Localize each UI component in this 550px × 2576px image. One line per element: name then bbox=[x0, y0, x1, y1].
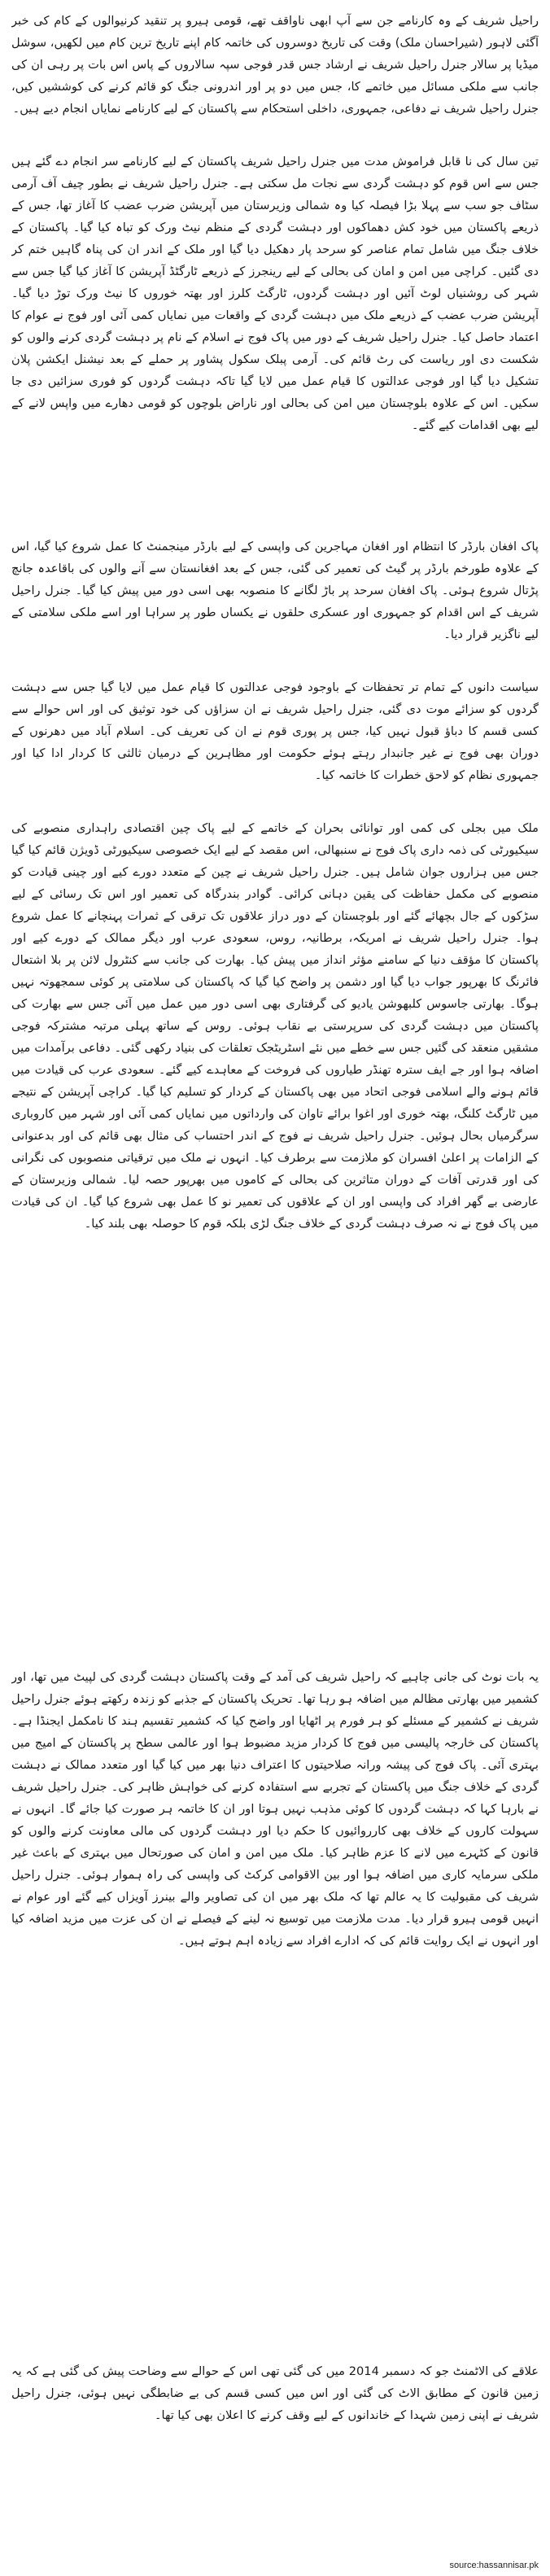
source-credit: source:hassannisar.pk bbox=[449, 2561, 539, 2570]
article-paragraph-4: سیاست دانوں کے تمام تر تحفظات کے باوجود فوجی عدالتوں کا قیام عمل میں لایا گیا جس سے دہشت گردوں کو سزائے موت دی گئی، جنرل راحیل شریف نے ان سزاؤں کی خود توثیق کی اور اس حوالے سے کسی قسم کا دباؤ قبول نہیں کیا، جس پر پوری قوم نے ان کی تعریف کی۔ اسلام آباد میں دھرنوں کے دوران بھی فوج نے غیر جانبدار رہتے ہوئے حکومت اور مظاہرین کے درمیان ثالثی کا کردار ادا کیا اور جمہوری نظام کو لاحق خطرات کا خاتمہ کیا۔ bbox=[11, 680, 539, 782]
article-paragraph-7: علاقے کی الاٹمنٹ جو کہ دسمبر 2014 میں کی گئی تھی اس کے حوالے سے وضاحت پیش کی گئی ہے کہ یہ زمین قانون کے مطابق الاٹ کی گئی اور اس میں کسی قسم کی بے ضابطگی نہیں ہوئی، جنرل راحیل شریف نے اپنی زمین شہدا کے خاندانوں کے لیے وقف کرنے کا اعلان بھی کیا تھا۔ bbox=[11, 2364, 539, 2422]
article-paragraph-5: ملک میں بجلی کی کمی اور توانائی بحران کے خاتمے کے لیے پاک چین اقتصادی راہداری منصوبے کی سیکیورٹی کی ذمہ داری پاک فوج نے سنبھالی، اس مقصد کے لیے ایک خصوصی سیکیورٹی ڈویژن قائم کیا گیا جس میں ہزاروں جوان شامل ہیں۔ جنرل راحیل شریف نے چین کے متعدد دورے کیے اور چینی قیادت کو منصوبے کی مکمل حفاظت کی یقین دہانی کرائی۔ گوادر بندرگاہ کی تعمیر اور اس تک رسائی کے لیے سڑکوں کے جال بچھائے گئے اور بلوچستان کے دور دراز علاقوں تک ترقی کے ثمرات پہنچانے کا عمل شروع ہوا۔ جنرل راحیل شریف نے امریکہ، برطانیہ، روس، سعودی عرب اور دیگر ممالک کے دورے کیے اور پاکستان کا مؤقف دنیا کے سامنے مؤثر انداز میں پیش کیا۔ بھارت کی جانب سے کنٹرول لائن پر بلا اشتعال فائرنگ کا بھرپور جواب دیا گیا اور دشمن پر واضح کیا گیا کہ پاکستان کی سلامتی پر کوئی سمجھوتہ نہیں ہوگا۔ بھارتی جاسوس کلبھوشن یادیو کی گرفتاری بھی اسی دور میں عمل میں آئی جس سے بھارت کی پاکستان میں دہشت گردی کی سرپرستی بے نقاب ہوئی۔ روس کے ساتھ پہلی مرتبہ مشترکہ فوجی مشقیں منعقد کی گئیں جس سے خطے میں نئے اسٹریٹجک تعلقات کی بنیاد رکھی گئی۔ دفاعی برآمدات میں اضافہ ہوا اور جے ایف سترہ تھنڈر طیاروں کی فروخت کے معاہدے کیے گئے۔ سعودی عرب کی قیادت میں قائم ہونے والے اسلامی فوجی اتحاد میں بھی پاکستان کے کردار کو تسلیم کیا گیا۔ کراچی آپریشن کے نتیجے میں ٹارگٹ کلنگ، بھتہ خوری اور اغوا برائے تاوان کی وارداتوں میں نمایاں کمی آئی اور شہر میں کاروباری سرگرمیاں بحال ہوئیں۔ جنرل راحیل شریف نے فوج کے اندر احتساب کی مثال بھی قائم کی اور بدعنوانی کے الزامات پر اعلیٰ افسران کو ملازمت سے برطرف کیا۔ انہوں نے ملک میں ترقیاتی منصوبوں کی نگرانی کی اور قدرتی آفات کے دوران متاثرین کی بحالی کے کاموں میں بھرپور حصہ لیا۔ شمالی وزیرستان کے عارضی بے گھر افراد کی واپسی اور ان کے علاقوں کی تعمیر نو کا عمل بھی شروع کیا گیا۔ ان کی قیادت میں پاک فوج نے نہ صرف دہشت گردی کے خلاف جنگ لڑی بلکہ قوم کا حوصلہ بھی بلند کیا۔ bbox=[11, 821, 539, 1231]
article-paragraph-6: یہ بات نوٹ کی جانی چاہیے کہ راحیل شریف کی آمد کے وقت پاکستان دہشت گردی کی لپیٹ میں تھا، اور کشمیر میں بھارتی مظالم میں اضافہ ہو رہا تھا۔ تحریک پاکستان کے جذبے کو زندہ رکھتے ہوئے جنرل راحیل شریف نے کشمیر کے مسئلے کو ہر فورم پر اٹھایا اور واضح کیا کہ کشمیر تقسیم ہند کا نامکمل ایجنڈا ہے۔ پاکستان کی خارجہ پالیسی میں فوج کا کردار مزید مضبوط ہوا اور عالمی سطح پر پاکستان کے امیج میں بہتری آئی۔ پاک فوج کی پیشہ ورانہ صلاحیتوں کا اعتراف دنیا بھر میں کیا گیا اور متعدد ممالک نے دہشت گردی کے خلاف جنگ میں پاکستان کے تجربے سے استفادہ کرنے کی خواہش ظاہر کی۔ جنرل راحیل شریف نے بارہا کہا کہ دہشت گردوں کا کوئی مذہب نہیں ہوتا اور ان کا خاتمہ ہر صورت کیا جائے گا۔ انہوں نے سہولت کاروں کے خلاف بھی کارروائیوں کا حکم دیا اور دہشت گردوں کی مالی معاونت کرنے والوں کو قانون کے کٹہرے میں لانے کا عزم ظاہر کیا۔ ملک میں امن و امان کی صورتحال میں بہتری کے باعث غیر ملکی سرمایہ کاری میں اضافہ ہوا اور بین الاقوامی کرکٹ کی واپسی کی راہ ہموار ہوئی۔ جنرل راحیل شریف کی مقبولیت کا یہ عالم تھا کہ ملک بھر میں ان کی تصاویر والے بینرز آویزاں کیے گئے اور عوام نے انہیں قومی ہیرو قرار دیا۔ مدت ملازمت میں توسیع نہ لینے کے فیصلے نے ان کی عزت میں مزید اضافہ کیا اور انہوں نے ایک روایت قائم کی کہ ادارے افراد سے زیادہ اہم ہوتے ہیں۔ bbox=[11, 1670, 539, 1948]
article-paragraph-2: تین سال کی نا قابل فراموش مدت میں جنرل راحیل شریف پاکستان کے لیے کارنامے سر انجام دے گئے ہیں جس سے اس قوم کو دہشت گردی سے نجات مل سکتی ہے۔ جنرل راحیل شریف نے بطور چیف آف آرمی سٹاف جو سب سے پہلا بڑا فیصلہ کیا وہ شمالی وزیرستان میں آپریشن ضرب عضب کا آغاز تھا، جس کے ذریعے پاکستان میں خود کش دھماکوں اور دہشت گردی کے منظم نیٹ ورک کو تباہ کیا گیا۔ پاکستان کے خلاف جنگ میں شامل تمام عناصر کو سرحد پار دھکیل دیا گیا اور ملک کے اندر ان کی پناہ گاہیں ختم کر دی گئیں۔ کراچی میں امن و امان کی بحالی کے لیے رینجرز کے ذریعے ٹارگٹڈ آپریشن کا آغاز کیا گیا جس سے شہر کی روشنیاں لوٹ آئیں اور دہشت گردوں، ٹارگٹ کلرز اور بھتہ خوروں کا نیٹ ورک توڑ دیا گیا۔ آپریشن ضرب عضب کے ذریعے ملک میں دہشت گردی کے واقعات میں نمایاں کمی آئی اور فوج نے عوام کا اعتماد حاصل کیا۔ جنرل راحیل شریف کے دور میں پاک فوج نے اسلام کے نام پر دہشت گردی کرنے والوں کو شکست دی اور ریاست کی رٹ قائم کی۔ آرمی پبلک سکول پشاور پر حملے کے بعد نیشنل ایکشن پلان تشکیل دیا گیا اور فوجی عدالتوں کا قیام عمل میں لایا گیا تاکہ دہشت گردوں کو فوری سزائیں دی جا سکیں۔ اس کے علاوہ بلوچستان میں امن کی بحالی اور ناراض بلوچوں کو قومی دھارے میں واپس لانے کے لیے بھی اقدامات کیے گئے۔ bbox=[11, 155, 539, 432]
article-paragraph-3: پاک افغان بارڈر کا انتظام اور افغان مہاجرین کی واپسی کے لیے بارڈر مینجمنٹ کا عمل شروع کیا گیا، اس کے علاوہ طورخم بارڈر پر گیٹ کی تعمیر کی گئی، جس کے بعد افغانستان سے آنے والوں کی باقاعدہ جانچ پڑتال شروع ہوئی۔ پاک افغان سرحد پر باڑ لگانے کا منصوبہ بھی اسی دور میں پیش کیا گیا۔ جنرل راحیل شریف کے اس اقدام کو جمہوری اور عسکری حلقوں نے یکساں طور پر سراہا اور اسے ملکی سلامتی کے لیے ناگزیر قرار دیا۔ bbox=[11, 540, 539, 641]
article-paragraph-1: راحیل شریف کے وہ کارنامے جن سے آپ ابھی ناواقف تھے، قومی ہیرو پر تنقید کرنیوالوں کے کام کی خبر آگئی لاہور (شیراحسان ملک) وقت کی تاریخ دوسروں کی خاتمہ کام اپنے تاریخ ترین کام میں لکھیں، سوشل میڈیا پر سالار جنرل راحیل شریف نے ارشاد جس قدر فوجی سپہ سالاروں کے پاس اس بات پر رہی ان کی جانب سے ملکی مسائل میں خاتمے کا، جس میں دو پر اور اندرونی جنگ کو قائم کرنے کی کوششیں کیں، جنرل راحیل شریف نے دفاعی، جمہوری، داخلی استحکام سے پاکستان کے لیے کارنامے نمایاں انجام دیے ہیں۔ bbox=[11, 14, 539, 116]
